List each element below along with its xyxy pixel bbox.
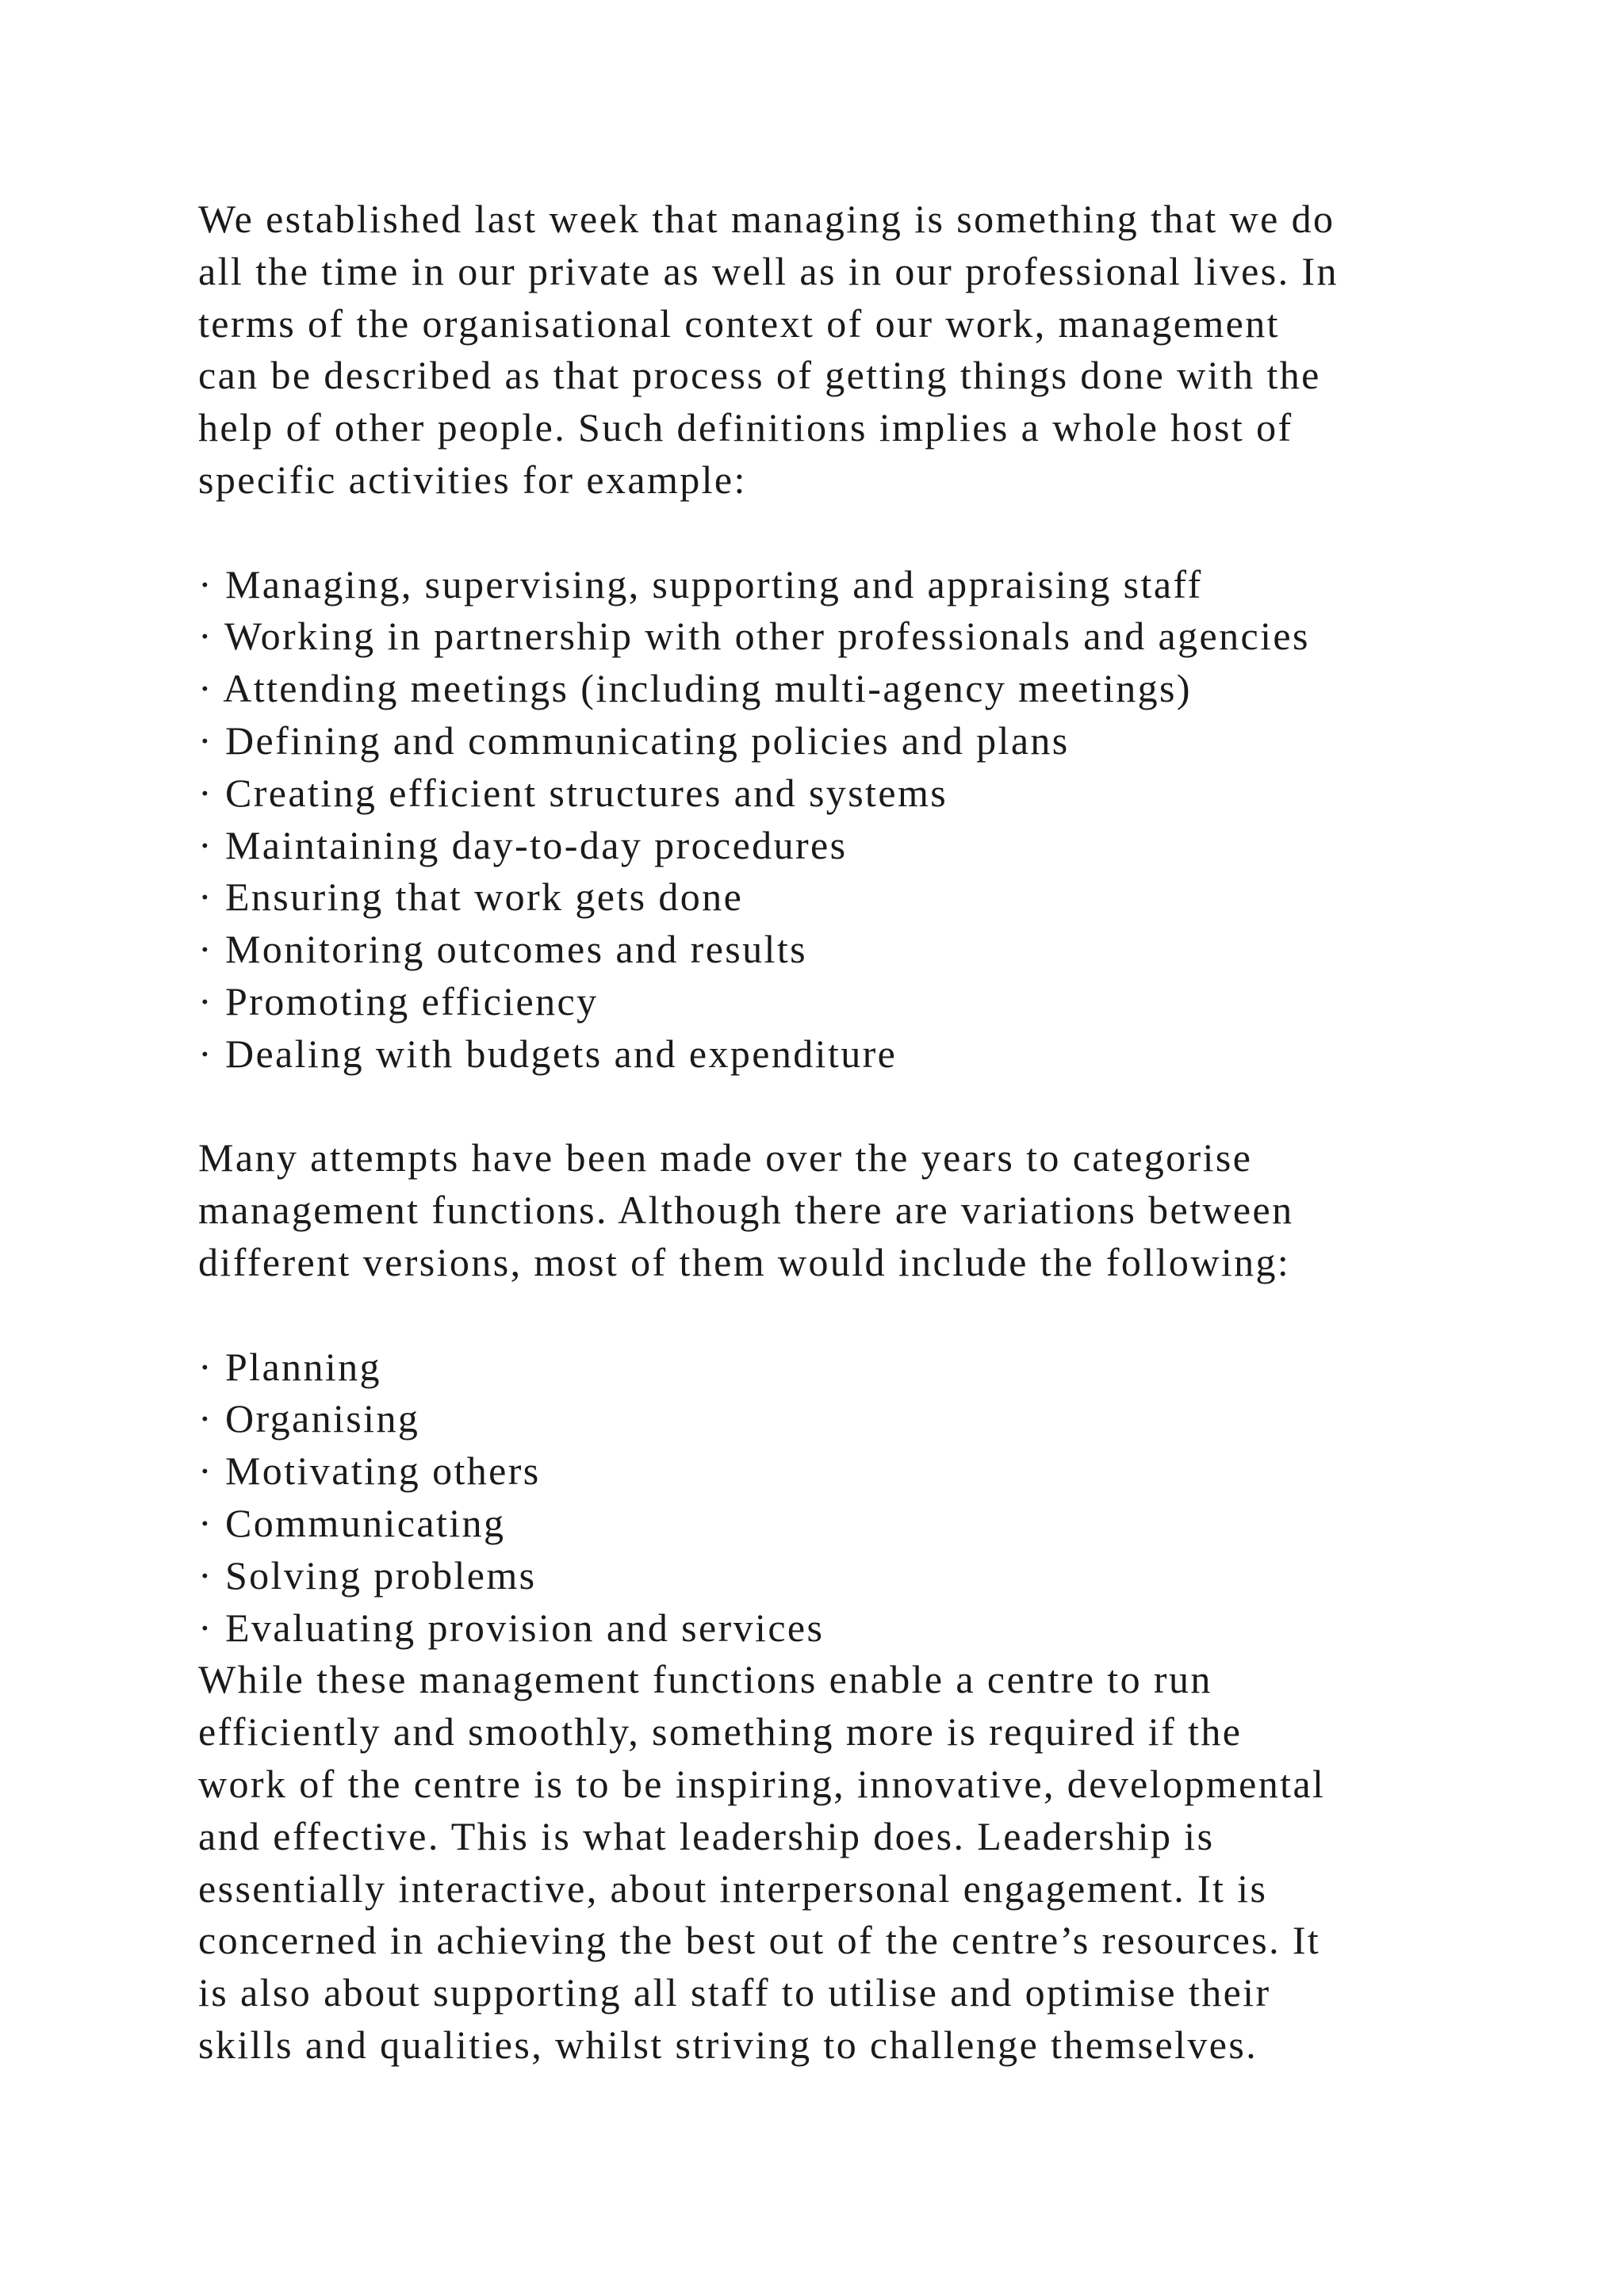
text-line: We established last week that managing is something that we do xyxy=(198,197,1335,241)
text-line: help of other people. Such definitions implies a whole host of xyxy=(198,405,1293,450)
paragraph-spacer xyxy=(198,507,1507,559)
list-item: · Monitoring outcomes and results xyxy=(198,927,807,972)
functions-list xyxy=(198,1341,1507,1655)
text-line: and effective. This is what leadership does. Leadership is xyxy=(198,1813,1215,1858)
text-line: concerned in achieving the best out of the centre’s resources. It xyxy=(198,1918,1321,1963)
list-item: · Defining and communicating policies and plans xyxy=(198,718,1070,763)
text-line: essentially interactive, about interpersonal engagement. It is xyxy=(198,1866,1268,1911)
text-line: all the time in our private as well as in our professional lives. In xyxy=(198,248,1339,293)
list-item: · Dealing with budgets and expenditure xyxy=(198,1031,898,1076)
list-item: · Evaluating provision and services xyxy=(198,1605,825,1650)
list-item: · Attending meetings (including multi-agency meetings) xyxy=(198,666,1192,711)
text-line: different versions, most of them would include the following: xyxy=(198,1239,1291,1284)
list-item: · Planning xyxy=(198,1344,381,1389)
text-line: work of the centre is to be inspiring, innovative, developmental xyxy=(198,1761,1326,1806)
intro-paragraph xyxy=(198,193,1507,507)
list-item: · Maintaining day-to-day procedures xyxy=(198,822,848,867)
activities-list xyxy=(198,559,1507,1081)
text-line: skills and qualities, whilst striving to challenge themselves. xyxy=(198,2022,1258,2067)
leadership-paragraph xyxy=(198,1654,1507,2071)
paragraph-spacer xyxy=(198,1081,1507,1133)
text-line: is also about supporting all staff to utilise and optimise their xyxy=(198,1970,1271,2015)
text-line: terms of the organisational context of our work, management xyxy=(198,300,1280,346)
text-line: specific activities for example: xyxy=(198,457,747,502)
document-page xyxy=(198,193,1507,2072)
text-line: management functions. Although there are variations between xyxy=(198,1188,1294,1233)
list-item: · Promoting efficiency xyxy=(198,978,599,1024)
list-item: · Motivating others xyxy=(198,1448,541,1494)
list-item: · Working in partnership with other professionals and agencies xyxy=(198,614,1310,659)
text-line: While these management functions enable a centre to run xyxy=(198,1657,1212,1702)
list-item: · Creating efficient structures and systems xyxy=(198,770,948,815)
paragraph-spacer xyxy=(198,1289,1507,1341)
list-item: · Organising xyxy=(198,1396,420,1441)
categorise-paragraph xyxy=(198,1132,1507,1288)
text-line: efficiently and smoothly, something more is required if the xyxy=(198,1709,1243,1755)
list-item: · Solving problems xyxy=(198,1552,537,1598)
list-item: · Managing, supervising, supporting and appraising staff xyxy=(198,561,1203,607)
list-item: · Ensuring that work gets done xyxy=(198,874,744,920)
text-line: Many attempts have been made over the years to categorise xyxy=(198,1135,1253,1181)
text-line: can be described as that process of getting things done with the xyxy=(198,353,1321,398)
list-item: · Communicating xyxy=(198,1500,506,1545)
